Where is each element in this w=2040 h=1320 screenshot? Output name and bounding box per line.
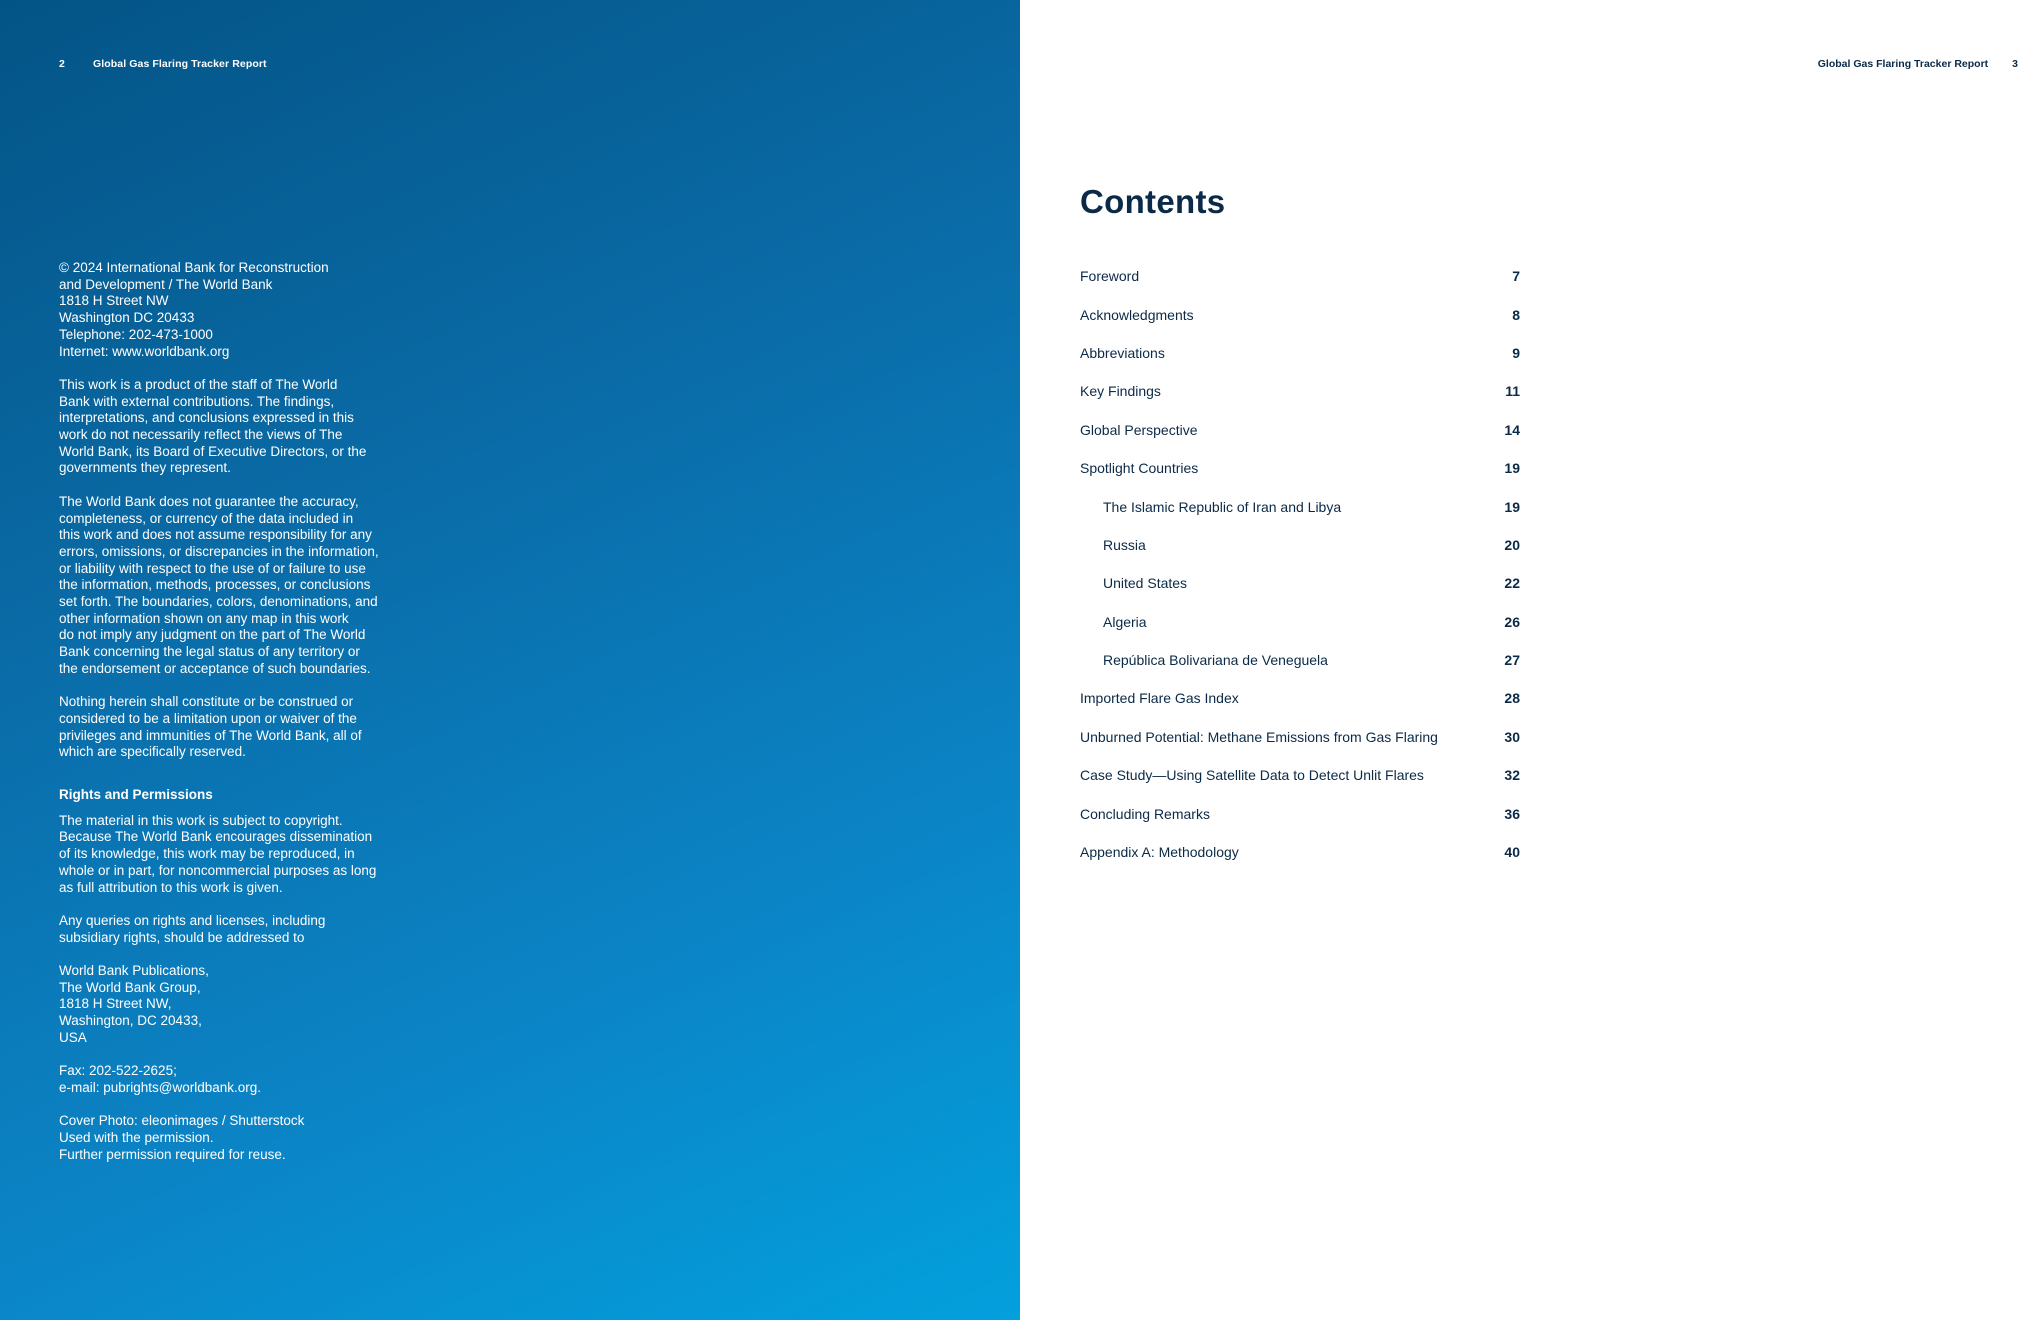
toc-entry-title: United States [1103, 575, 1188, 592]
left-running-header [59, 58, 267, 70]
toc-entry-title: Spotlight Countries [1080, 460, 1199, 477]
toc-entry-title: Imported Flare Gas Index [1080, 690, 1239, 707]
toc-entry-title: Acknowledgments [1080, 306, 1194, 323]
toc-entry-title: Unburned Potential: Methane Emissions from Gas Flaring [1080, 728, 1438, 745]
toc-entry-page: 7 [1512, 268, 1520, 285]
contact-info: Fax: 202-522-2625; e-mail: pubrights@worldbank.org. [59, 1063, 262, 1095]
toc-entry-title: Key Findings [1080, 383, 1161, 400]
toc-entry-page: 32 [1504, 767, 1520, 784]
toc-entry[interactable] [1080, 794, 1520, 832]
toc-entry[interactable] [1080, 295, 1520, 333]
right-page [1020, 0, 2040, 1320]
toc-entry[interactable] [1080, 756, 1520, 794]
toc-entry-page: 26 [1504, 613, 1520, 630]
toc-entry-page: 19 [1504, 498, 1520, 515]
toc-entry[interactable] [1080, 679, 1520, 717]
toc-entry-page: 28 [1504, 690, 1520, 707]
toc-entry-title: Russia [1103, 536, 1146, 553]
copyright-statement: The material in this work is subject to copyright. Because The World Bank encourages dissemination of its knowledge, this work may be reproduced, in whole or in part, for noncommercial purposes as long as full attribution to this work is given. [59, 812, 377, 895]
publisher-address: World Bank Publications, The World Bank Group, 1818 H Street NW, Washington, DC 20433, USA [59, 963, 209, 1045]
toc-entry[interactable] [1080, 411, 1520, 449]
copyright-address: © 2024 International Bank for Reconstruction and Development / The World Bank 1818 H Street NW Washington DC 20433 Telephone: 202-473-1000 Internet: www.worldbank.org [59, 260, 329, 359]
right-running-title: Global Gas Flaring Tracker Report [1817, 58, 1989, 70]
right-running-header [1818, 58, 2018, 70]
toc-entry-title: Concluding Remarks [1080, 805, 1210, 822]
toc-entry-page: 30 [1504, 728, 1520, 745]
toc-subentry[interactable] [1080, 526, 1520, 564]
left-running-title: Global Gas Flaring Tracker Report [92, 58, 267, 70]
toc-subentry[interactable] [1080, 564, 1520, 602]
toc-entry[interactable] [1080, 334, 1520, 372]
toc-entry-page: 27 [1504, 652, 1520, 669]
rights-heading: Rights and Permissions [59, 787, 213, 803]
toc-entry-page: 11 [1505, 383, 1520, 400]
accuracy-disclaimer: The World Bank does not guarantee the accuracy, completeness, or currency of the data included in this work and does not assume responsibility for any errors, omissions, or discrepancies in the information, or liability with respect to the use of or failure to use the information, methods, processes, or conclusions set forth. The boundaries, colors, denominations, and other information shown on any map in this work do not imply any judgment on the part of The World Bank concerning the legal status of any territory or the endorsement or acceptance of such boundaries. [59, 493, 379, 676]
cover-photo-credit: Cover Photo: eleonimages / Shutterstock Used with the permission. Further permission required for reuse. [59, 1113, 305, 1162]
toc-entry[interactable] [1080, 257, 1520, 295]
toc-entry-title: The Islamic Republic of Iran and Libya [1103, 498, 1342, 515]
toc-entry-title: Global Perspective [1080, 421, 1198, 438]
toc-entry-title: Algeria [1103, 613, 1147, 630]
toc-entry-page: 20 [1504, 536, 1520, 553]
toc-entry-title: Appendix A: Methodology [1080, 844, 1239, 861]
toc-entry-title: República Bolivariana de Veneguela [1103, 652, 1328, 669]
toc-entry-page: 36 [1504, 805, 1520, 822]
toc-subentry[interactable] [1080, 487, 1520, 525]
toc-subentry[interactable] [1080, 603, 1520, 641]
toc-entry-page: 40 [1504, 844, 1520, 861]
immunities-disclaimer: Nothing herein shall constitute or be construed or considered to be a limitation upon or waiver of the privileges and immunities of The World Bank, all of which are specifically reserved. [59, 694, 362, 760]
table-of-contents [1080, 257, 1520, 871]
toc-entry[interactable] [1080, 718, 1520, 756]
copyright-block [59, 260, 399, 1180]
toc-entry[interactable] [1080, 833, 1520, 871]
left-page-number: 2 [59, 58, 65, 70]
contents-title: Contents [1080, 183, 1226, 220]
toc-subentry[interactable] [1080, 641, 1520, 679]
toc-entry-page: 22 [1504, 575, 1520, 592]
toc-entry[interactable] [1080, 449, 1520, 487]
toc-entry-title: Abbreviations [1080, 344, 1165, 361]
toc-entry-title: Foreword [1080, 268, 1140, 285]
toc-entry-page: 19 [1504, 460, 1520, 477]
right-page-number: 3 [2012, 58, 2018, 70]
queries-statement: Any queries on rights and licenses, including subsidiary rights, should be addressed to [59, 912, 326, 945]
toc-entry-page: 14 [1504, 421, 1520, 438]
toc-entry-title: Case Study—Using Satellite Data to Detect Unlit Flares [1080, 767, 1424, 784]
toc-entry[interactable] [1080, 372, 1520, 410]
toc-entry-page: 9 [1512, 344, 1520, 361]
staff-disclaimer: This work is a product of the staff of The World Bank with external contributions. The findings, interpretations, and conclusions expressed in this work do not necessarily reflect the views of The World Bank, its Board of Executive Directors, or the governments they represent. [59, 376, 367, 476]
toc-entry-page: 8 [1512, 306, 1520, 323]
